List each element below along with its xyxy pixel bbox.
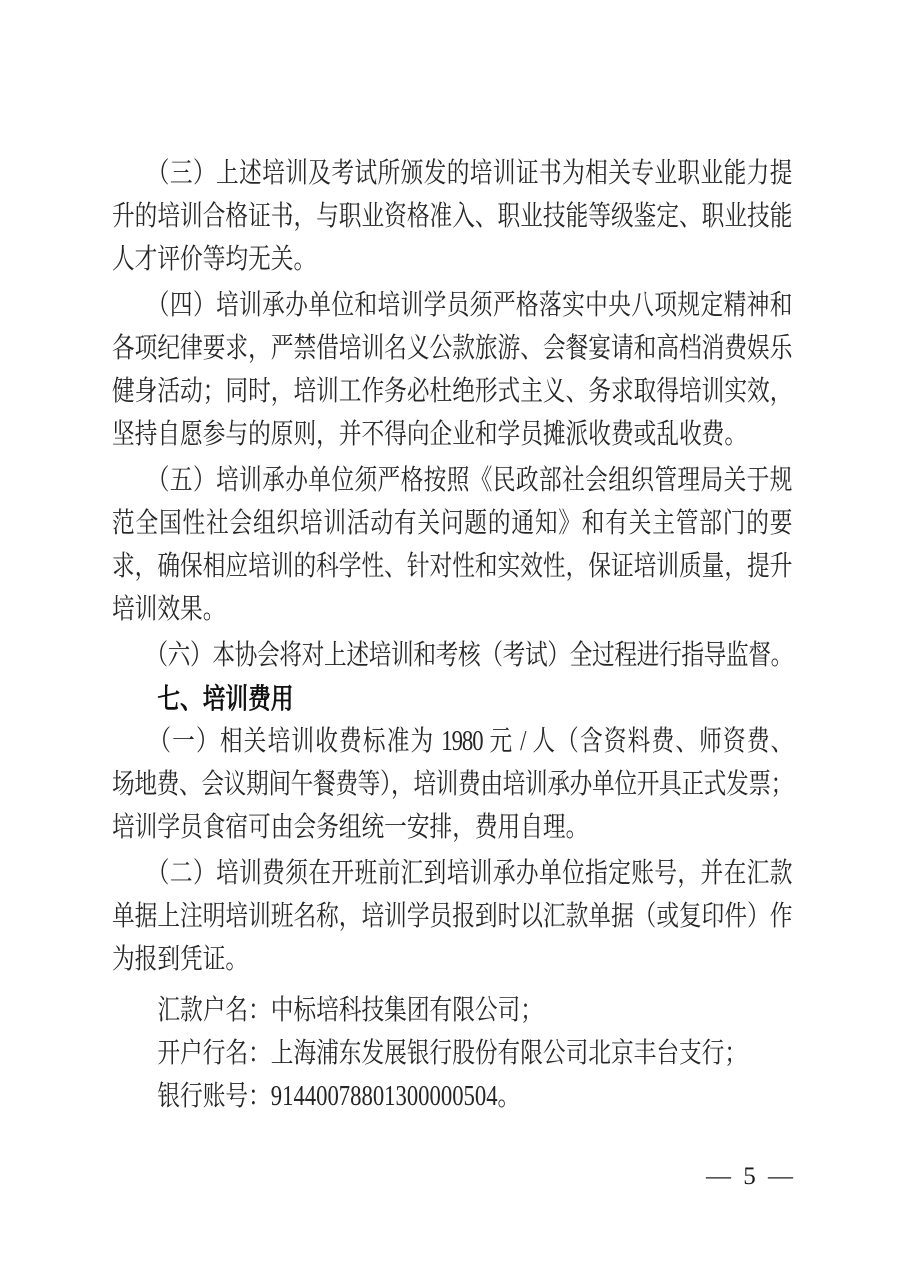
text-line: 单据上注明培训班名称，培训学员报到时以汇款单据（或复印件）作	[112, 901, 793, 932]
text-line: 为报到凭证。	[112, 944, 249, 975]
text-line: 汇款户名：中标培科技集团有限公司；	[112, 995, 543, 1026]
text-line: （四）培训承办单位和培训学员须严格落实中央八项规定精神和	[112, 290, 793, 321]
text-line: （三）上述培训及考试所颁发的培训证书为相关专业职业能力提	[112, 158, 793, 189]
text-line: 坚持自愿参与的原则，并不得向企业和学员摊派收费或乱收费。	[112, 419, 748, 450]
page-number: — 5 —	[706, 1163, 796, 1190]
para-item-3	[112, 152, 792, 281]
text-line: （二）培训费须在开班前汇到培训承办单位指定账号，并在汇款	[112, 858, 793, 889]
remit-bank-name	[112, 1032, 792, 1075]
para-item-4	[112, 284, 792, 456]
text-line: 求，确保相应培训的科学性、针对性和实效性，保证培训质量，提升	[112, 551, 793, 582]
text-line: （六）本协会将对上述培训和考核（考试）全过程进行指导监督。	[112, 640, 793, 671]
text-line: 七、培训费用	[112, 683, 294, 714]
text-line: 健身活动；同时，培训工作务必杜绝形式主义、务求取得培训实效，	[112, 376, 793, 407]
text-line: 人才评价等均无关。	[112, 244, 317, 275]
text-line: 培训效果。	[112, 594, 226, 625]
text-line: （五）培训承办单位须严格按照《民政部社会组织管理局关于规	[112, 465, 793, 496]
text-line: （一）相关培训收费标准为 1980 元 / 人（含资料费、师资费、	[112, 726, 793, 757]
text-line: 范全国性社会组织培训活动有关问题的通知》和有关主管部门的要	[112, 508, 793, 539]
text-line: 开户行名：上海浦东发展银行股份有限公司北京丰台支行；	[112, 1038, 748, 1069]
para-fee-2	[112, 852, 792, 981]
document-body	[112, 152, 792, 1118]
heading-section-7	[112, 677, 792, 720]
remit-account-number	[112, 1075, 792, 1118]
para-item-6	[112, 634, 792, 677]
text-line: 场地费、会议期间午餐费等），培训费由培训承办单位开具正式发票；	[112, 769, 793, 800]
para-item-5	[112, 459, 792, 631]
text-line: 银行账号：91440078801300000504。	[112, 1081, 521, 1112]
remit-account-name	[112, 989, 792, 1032]
text-line: 升的培训合格证书，与职业资格准入、职业技能等级鉴定、职业技能	[112, 201, 793, 232]
para-fee-1	[112, 720, 792, 849]
text-line: 各项纪律要求，严禁借培训名义公款旅游、会餐宴请和高档消费娱乐	[112, 333, 793, 364]
text-line: 培训学员食宿可由会务组统一安排，费用自理。	[112, 812, 589, 843]
